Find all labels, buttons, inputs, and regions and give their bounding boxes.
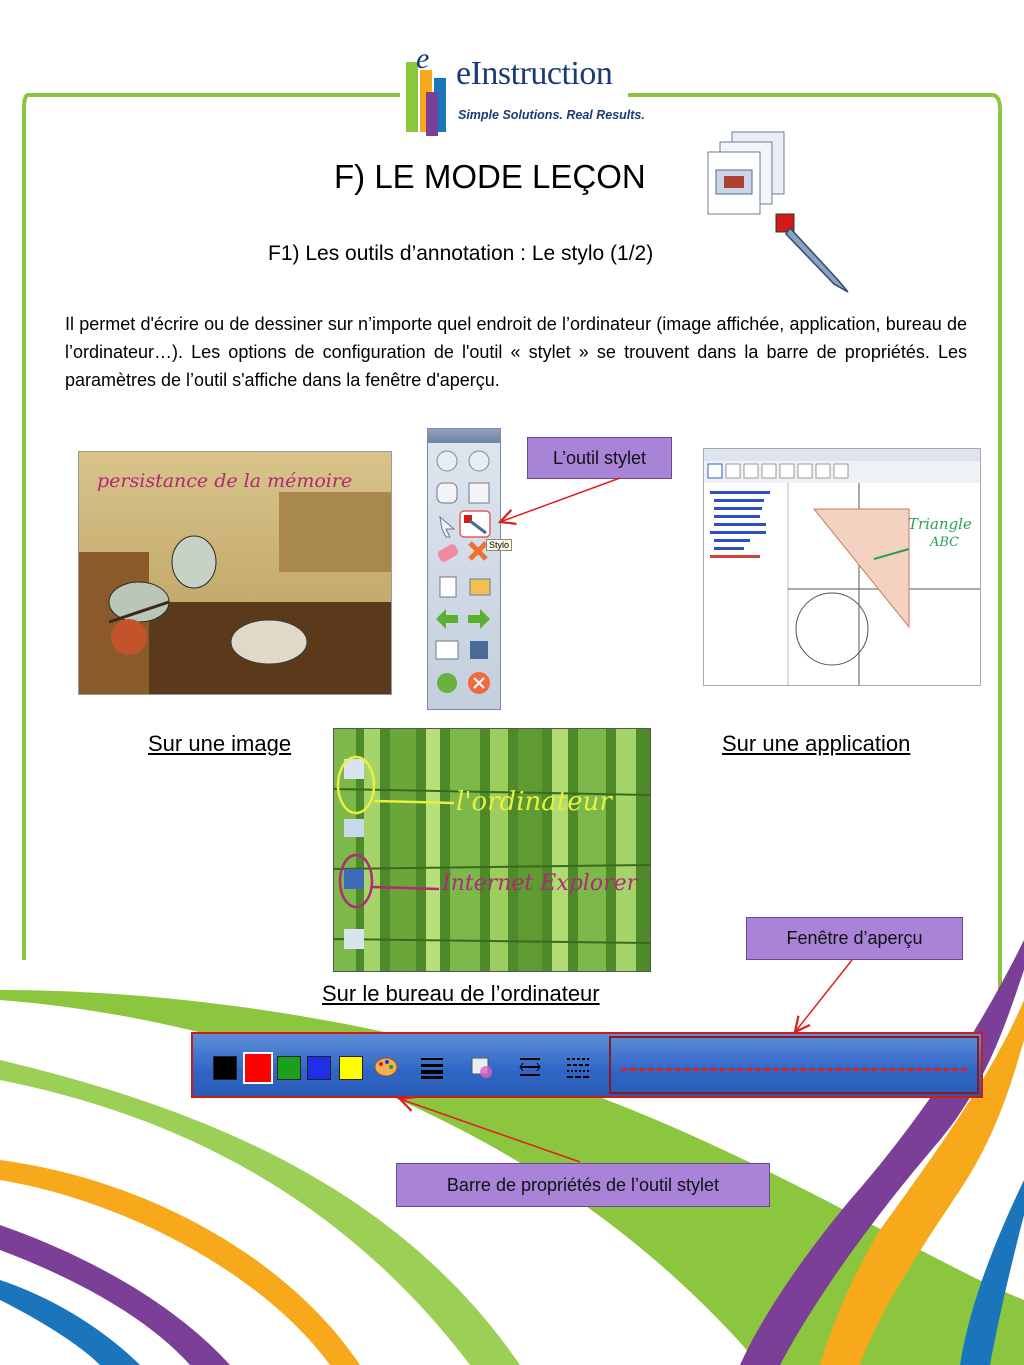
- palette-tools: [428, 429, 500, 709]
- palette-icon[interactable]: [373, 1054, 399, 1080]
- caption-image: Sur une image: [148, 731, 292, 756]
- app-annotation-2: ABC: [930, 535, 960, 550]
- stylo-tooltip: Stylo: [486, 539, 512, 551]
- callout-preview-window: Fenêtre d’aperçu: [746, 917, 963, 960]
- color-swatch-red[interactable]: [243, 1052, 273, 1084]
- desktop-annotation-2: Internet Explorer: [442, 871, 638, 896]
- caption-desktop: Sur le bureau de l’ordinateur: [322, 981, 600, 1006]
- line-style-icon[interactable]: [517, 1054, 543, 1080]
- svg-text:e: e: [416, 42, 430, 75]
- logo-tagline: Simple Solutions. Real Results.: [458, 108, 645, 122]
- application-screenshot: [703, 448, 981, 686]
- page-subtitle: F1) Les outils d’annotation : Le stylo (1/2): [268, 242, 654, 265]
- description-paragraph: Il permet d'écrire ou de dessiner sur n’importe quel endroit de l’ordinateur (image affichée, application, bureau de l’ordinateur…). Les options de configuration de l'outil « stylet » se trouvent dans la barre de propriétés. Les paramètres de l’outil s'affiche dans la fenêtre d'aperçu.: [65, 314, 967, 390]
- pen-tool-icon: [772, 210, 856, 296]
- caption-application: Sur une application: [722, 731, 911, 756]
- bamboo-desktop-wallpaper: [334, 729, 650, 971]
- page-title: F) LE MODE LEÇON: [334, 158, 646, 195]
- logo-title: eInstruction: [456, 55, 613, 92]
- app-annotation-1: Triangle: [908, 515, 972, 533]
- color-swatch-green[interactable]: [277, 1056, 301, 1080]
- color-swatch-black[interactable]: [213, 1056, 237, 1080]
- painting-screenshot: [78, 451, 392, 695]
- palette-titlebar: [428, 429, 500, 443]
- desktop-annotation-1: l'ordinateur: [456, 787, 612, 817]
- line-width-icon[interactable]: [419, 1054, 445, 1080]
- color-swatch-blue[interactable]: [307, 1056, 331, 1080]
- preview-pen-line: [621, 1068, 967, 1071]
- color-swatch-yellow[interactable]: [339, 1056, 363, 1080]
- geometry-app-view: [704, 449, 980, 685]
- einstruction-logo-icon: [402, 42, 454, 142]
- desktop-screenshot: [333, 728, 651, 972]
- tool-palette-screenshot: [427, 428, 510, 710]
- callout-stylet-tool: L’outil stylet: [527, 437, 672, 479]
- properties-tools: [201, 1044, 601, 1088]
- pen-properties-bar: [191, 1032, 983, 1098]
- transparency-icon[interactable]: [469, 1054, 495, 1080]
- callout-properties-bar: Barre de propriétés de l’outil stylet: [396, 1163, 770, 1207]
- lesson-documents-icon: [706, 130, 790, 222]
- dash-style-icon[interactable]: [565, 1054, 591, 1080]
- preview-window: [609, 1036, 979, 1094]
- painting-annotation: persistance de la mémoire: [97, 470, 353, 492]
